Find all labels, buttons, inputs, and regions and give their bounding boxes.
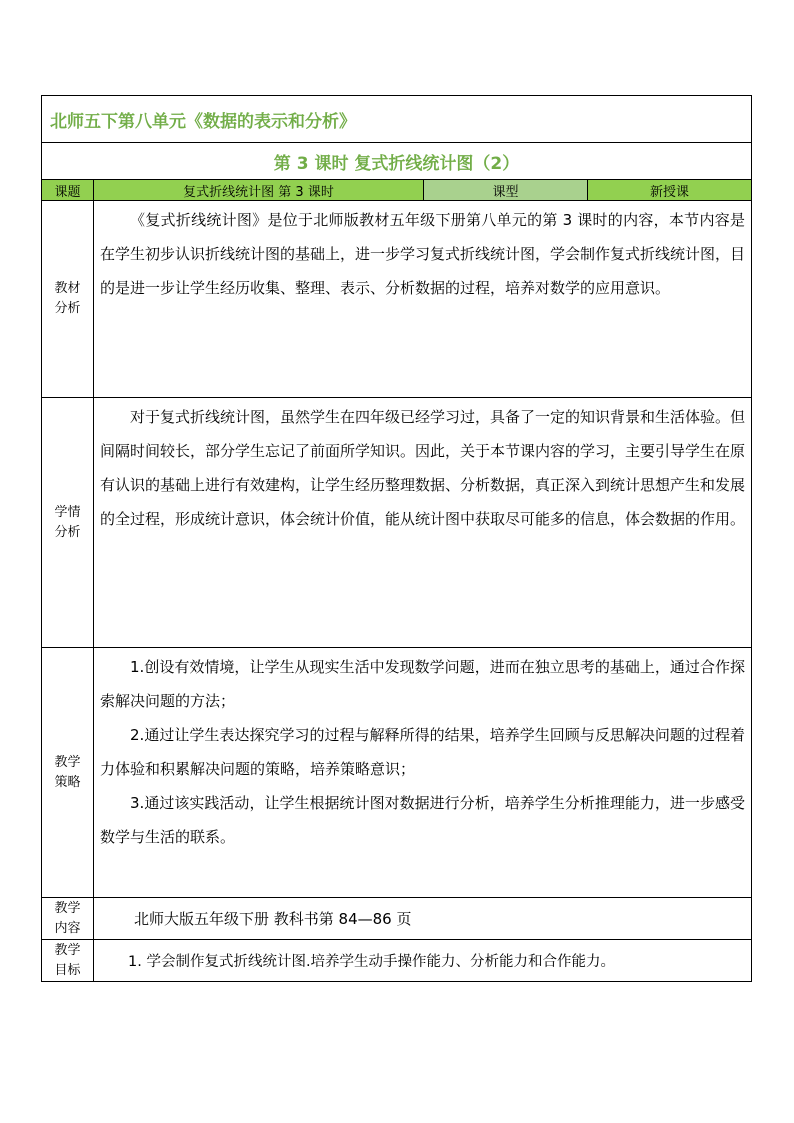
- section-label: 教学策略: [42, 648, 94, 898]
- paragraph: 对于复式折线统计图，虽然学生在四年级已经学习过，具备了一定的知识背景和生活体验。但间隔时间较长，部分学生忘记了前面所学知识。因此，关于本节课内容的学习，主要引导学生在原有认识的基础上进行有效建构，让学生经历整理数据、分析数据，真正深入到统计思想产生和发展的全过程，形成统计意识，体会统计价值，能从统计图中获取尽可能多的信息，体会数据的作用。: [100, 408, 746, 528]
- section-row-student-analysis: [42, 398, 752, 648]
- topic-label: 课题: [42, 180, 94, 201]
- section-body: 北师大版五年级下册 教科书第 84—86 页: [94, 898, 752, 940]
- section-body: [94, 648, 752, 898]
- paragraph: 3.通过该实践活动，让学生根据统计图对数据进行分析，培养学生分析推理能力，进一步感受数学与生活的联系。: [100, 794, 745, 846]
- paragraph: 2.通过让学生表达探究学习的过程与解释所得的结果，培养学生回顾与反思解决问题的过程着力体验和积累解决问题的策略，培养策略意识；: [100, 726, 745, 778]
- document-title: 北师五下第八单元《数据的表示和分析》: [42, 96, 752, 143]
- section-label: 教学内容: [42, 898, 94, 940]
- section-body: [94, 201, 752, 398]
- type-label: 课型: [424, 180, 588, 201]
- paragraph: 1.创设有效情境，让学生从现实生活中发现数学问题，进而在独立思考的基础上，通过合作探索解决问题的方法；: [100, 658, 745, 710]
- section-row-teaching-content: [42, 898, 752, 940]
- section-body: [94, 398, 752, 648]
- section-row-teaching-goals: [42, 940, 752, 982]
- topic-value: 复式折线统计图 第 3 课时: [94, 180, 424, 201]
- lesson-subtitle: 第 3 课时 复式折线统计图（2）: [42, 143, 752, 180]
- section-body: 1. 学会制作复式折线统计图.培养学生动手操作能力、分析能力和合作能力。: [94, 940, 752, 982]
- section-label: 教学目标: [42, 940, 94, 982]
- section-row-teaching-strategy: [42, 648, 752, 898]
- section-label: 教材分析: [42, 201, 94, 398]
- section-row-textbook-analysis: [42, 201, 752, 398]
- paragraph: 《复式折线统计图》是位于北师版教材五年级下册第八单元的第 3 课时的内容，本节内容是在学生初步认识折线统计图的基础上，进一步学习复式折线统计图，学会制作复式折线统计图，目的是进一步让学生经历收集、整理、表示、分析数据的过程，培养对数学的应用意识。: [100, 211, 746, 297]
- section-label: 学情分析: [42, 398, 94, 648]
- info-row: [42, 180, 752, 201]
- type-value: 新授课: [588, 180, 752, 201]
- lesson-plan-table: [41, 95, 752, 982]
